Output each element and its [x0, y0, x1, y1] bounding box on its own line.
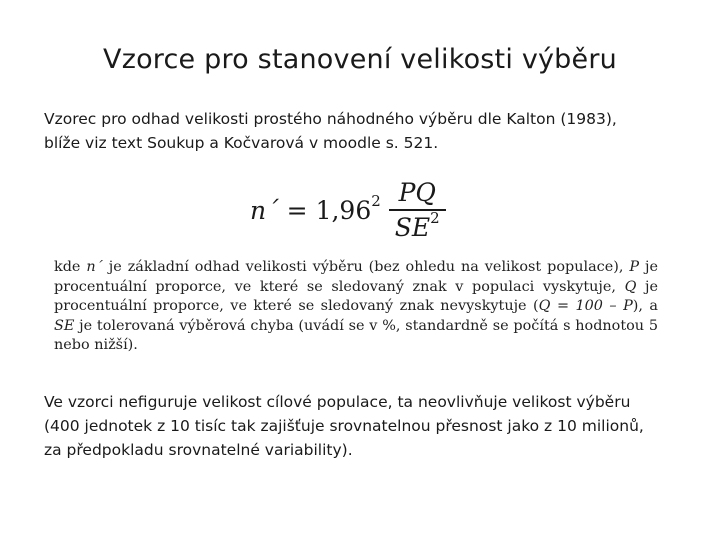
formula-den-value: SE: [394, 213, 431, 242]
formula-explanation: [54, 258, 658, 356]
intro-text: [44, 107, 694, 155]
formula-coef-value: 1,96: [315, 195, 372, 225]
explanation-text: je základní odhad velikosti výběru (bez ohledu na velikost populace),: [102, 259, 630, 275]
variable-q: Q: [624, 278, 637, 295]
formula-coef-exponent: 2: [371, 191, 381, 210]
intro-line: blíže viz text Soukup a Kočvarová v moodle s. 521.: [44, 134, 439, 152]
variable-p: P: [629, 259, 640, 275]
formula-coefficient: [315, 191, 381, 225]
page-title: Vzorce pro stanovení velikosti výběru: [103, 44, 617, 75]
conclusion-line: (400 jednotek z 10 tisíc tak zajišťuje srovnatelnou přesnost jako z 10 milionů,: [44, 417, 644, 435]
explanation-text: ), a: [632, 298, 659, 314]
explanation-text: je tolerovaná výběrová chyba (uvádí se v %, standardně se počítá s hodnotou 5 nebo nižší).: [54, 317, 658, 353]
formula-denominator: [389, 211, 446, 242]
sample-size-formula: [250, 172, 450, 248]
explanation-paragraph: [54, 258, 658, 356]
formula-den-exponent: 2: [430, 209, 440, 227]
explanation-text: kde: [54, 259, 87, 275]
variable-n: n´: [86, 259, 103, 275]
explanation-text: je procentuální proporce, ve které se sledovaný znak nevyskytuje (: [54, 278, 658, 314]
conclusion-line: za předpokladu srovnatelné variability).: [44, 441, 353, 459]
q-definition: Q = 100 – P: [538, 298, 633, 314]
formula-numerator: PQ: [398, 178, 436, 207]
explanation-text: je procentuální proporce, ve které se sledovaný znak v populaci vyskytuje,: [54, 259, 658, 295]
variable-se: SE: [54, 317, 75, 334]
formula-lhs: n´: [250, 195, 279, 225]
formula-equals: =: [286, 195, 308, 225]
conclusion-text: [44, 390, 684, 462]
intro-line: Vzorec pro odhad velikosti prostého náhodného výběru dle Kalton (1983),: [44, 110, 617, 128]
conclusion-line: Ve vzorci nefiguruje velikost cílové populace, ta neovlivňuje velikost výběru: [44, 393, 631, 411]
formula-fraction: [389, 178, 446, 242]
